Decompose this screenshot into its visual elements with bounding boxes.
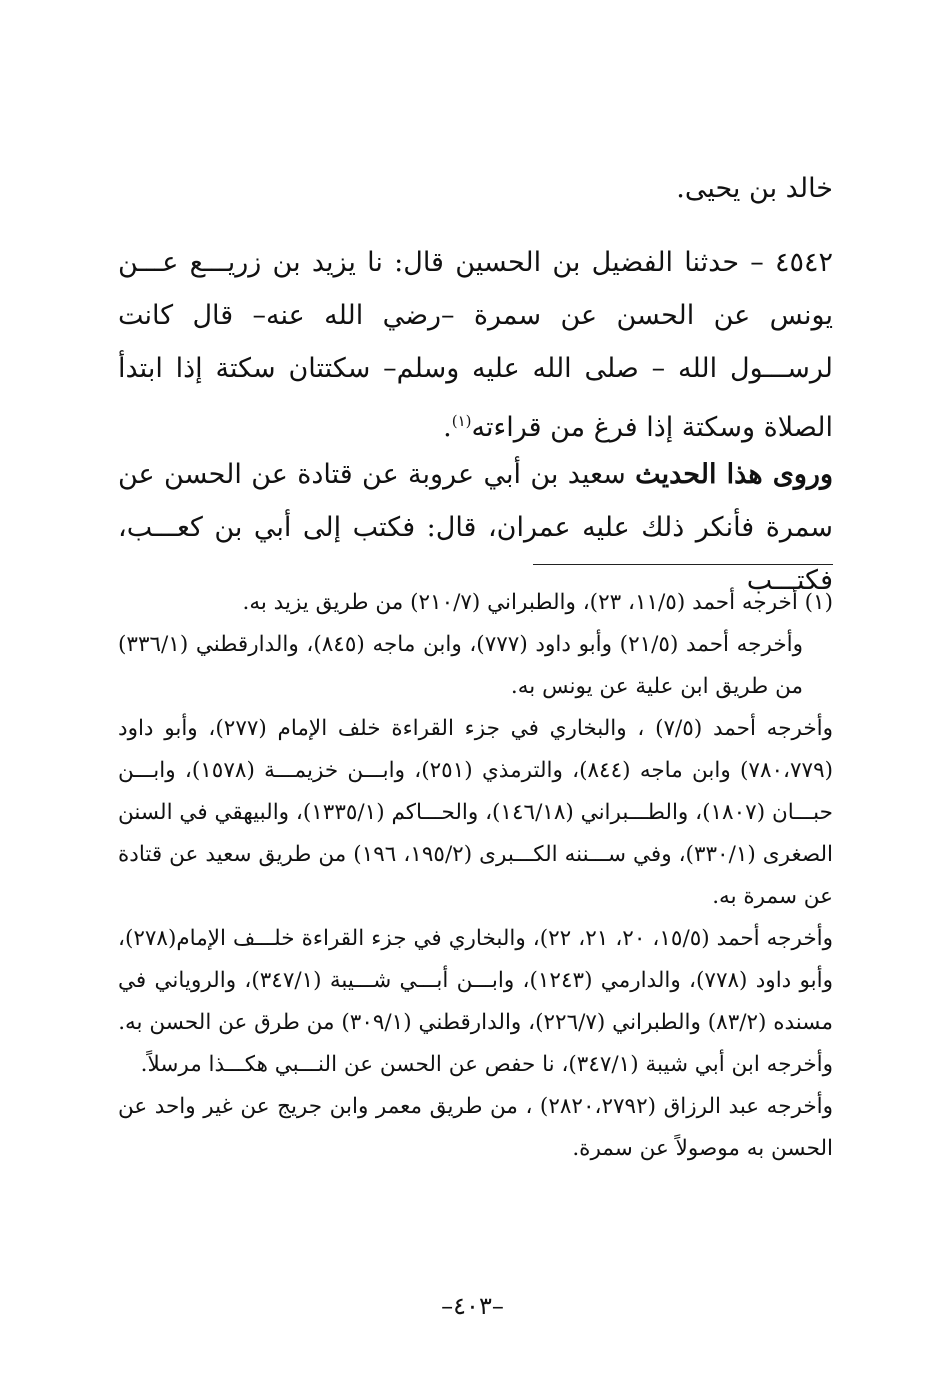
footnote-item: وأخرجه أحمد (٧/٥) ، والبخاري في جزء القراءة خلف الإمام (٢٧٧)، وأبو داود (٧٨٠،٧٧٩) وابن ماجه (٨٤٤)، والترمذي (٢٥١)، وابـــن خزيمـــة (١٥٧٨)، وابـــن حبـــان (١٨٠٧)، والطـــبراني (١٤٦/١٨)، والحـــاكم (١٣٣٥/١)، والبيهقي في السنن الصغرى (٣٣٠/١)، وفي ســـننه الكـــبرى (١٩٥/٢، ١٩٦) من طريق سعيد عن قتادة عن سمرة به.	[118, 716, 834, 909]
text-line-continuation: خالد بن يحيى.	[676, 173, 833, 204]
footnotes	[118, 582, 833, 1170]
narration-heading: وروى هذا الحديث	[635, 459, 833, 490]
page-number: –٤٠٣–	[441, 1292, 504, 1320]
footnote-item: (١) أخرجه أحمد (١١/٥، ٢٣)، والطبراني (٢١٠/٧) من طريق يزيد به.	[242, 590, 833, 615]
narration-text: سعيد بن أبي عروبة عن قتادة عن الحسن عن سمرة فأنكر ذلك عليه عمران، قال: فكتب إلى أبي بن كعـــب، فكتـــب	[118, 459, 833, 596]
hadith-text: – حدثنا الفضيل بن الحسين قال: نا يزيد بن زريـــع عـــن يونس عن الحسن عن سمرة –رضي الله عنه– قال كانت لرســـول الله – صلى الله عليه وسلم– سكتتان سكتة إذا ابتدأ الصلاة وسكتة إذا فرغ من قراءته	[118, 247, 833, 443]
footnote-separator	[533, 564, 833, 565]
footnote-marker: (١)	[451, 412, 472, 430]
footnote-item: وأخرجه أحمد (٢١/٥) وأبو داود (٧٧٧)، وابن ماجه (٨٤٥)، والدارقطني (٣٣٦/١) من طريق ابن علية عن يونس به.	[118, 632, 803, 699]
footnote-item: وأخرجه عبد الرزاق (٢٨٢٠،٢٧٩٢) ، من طريق معمر وابن جريج عن غير واحد عن الحسن به موصولاً عن سمرة.	[118, 1094, 833, 1161]
hadith-number: ٤٥٤٢	[774, 247, 833, 278]
hadith-end: .	[443, 412, 452, 443]
footnote-item: وأخرجه ابن أبي شيبة (٣٤٧/١)، نا حفص عن الحسن عن النـــبي هكـــذا مرسلاً.	[140, 1052, 833, 1077]
document-page	[118, 0, 833, 1383]
footnote-item: وأخرجه أحمد (١٥/٥، ٢٠، ٢١، ٢٢)، والبخاري في جزء القراءة خلـــف الإمام(٢٧٨)، وأبو داود (٧٧٨)، والدارمي (١٢٤٣)، وابـــن أبـــي شـــيبة (٣٤٧/١)، والروياني في مسنده (٨٣/٢) والطبراني (٢٢٦/٧)، والدارقطني (٣٠٩/١) من طرق عن الحسن به.	[118, 926, 833, 1035]
hadith-paragraph	[118, 236, 833, 454]
